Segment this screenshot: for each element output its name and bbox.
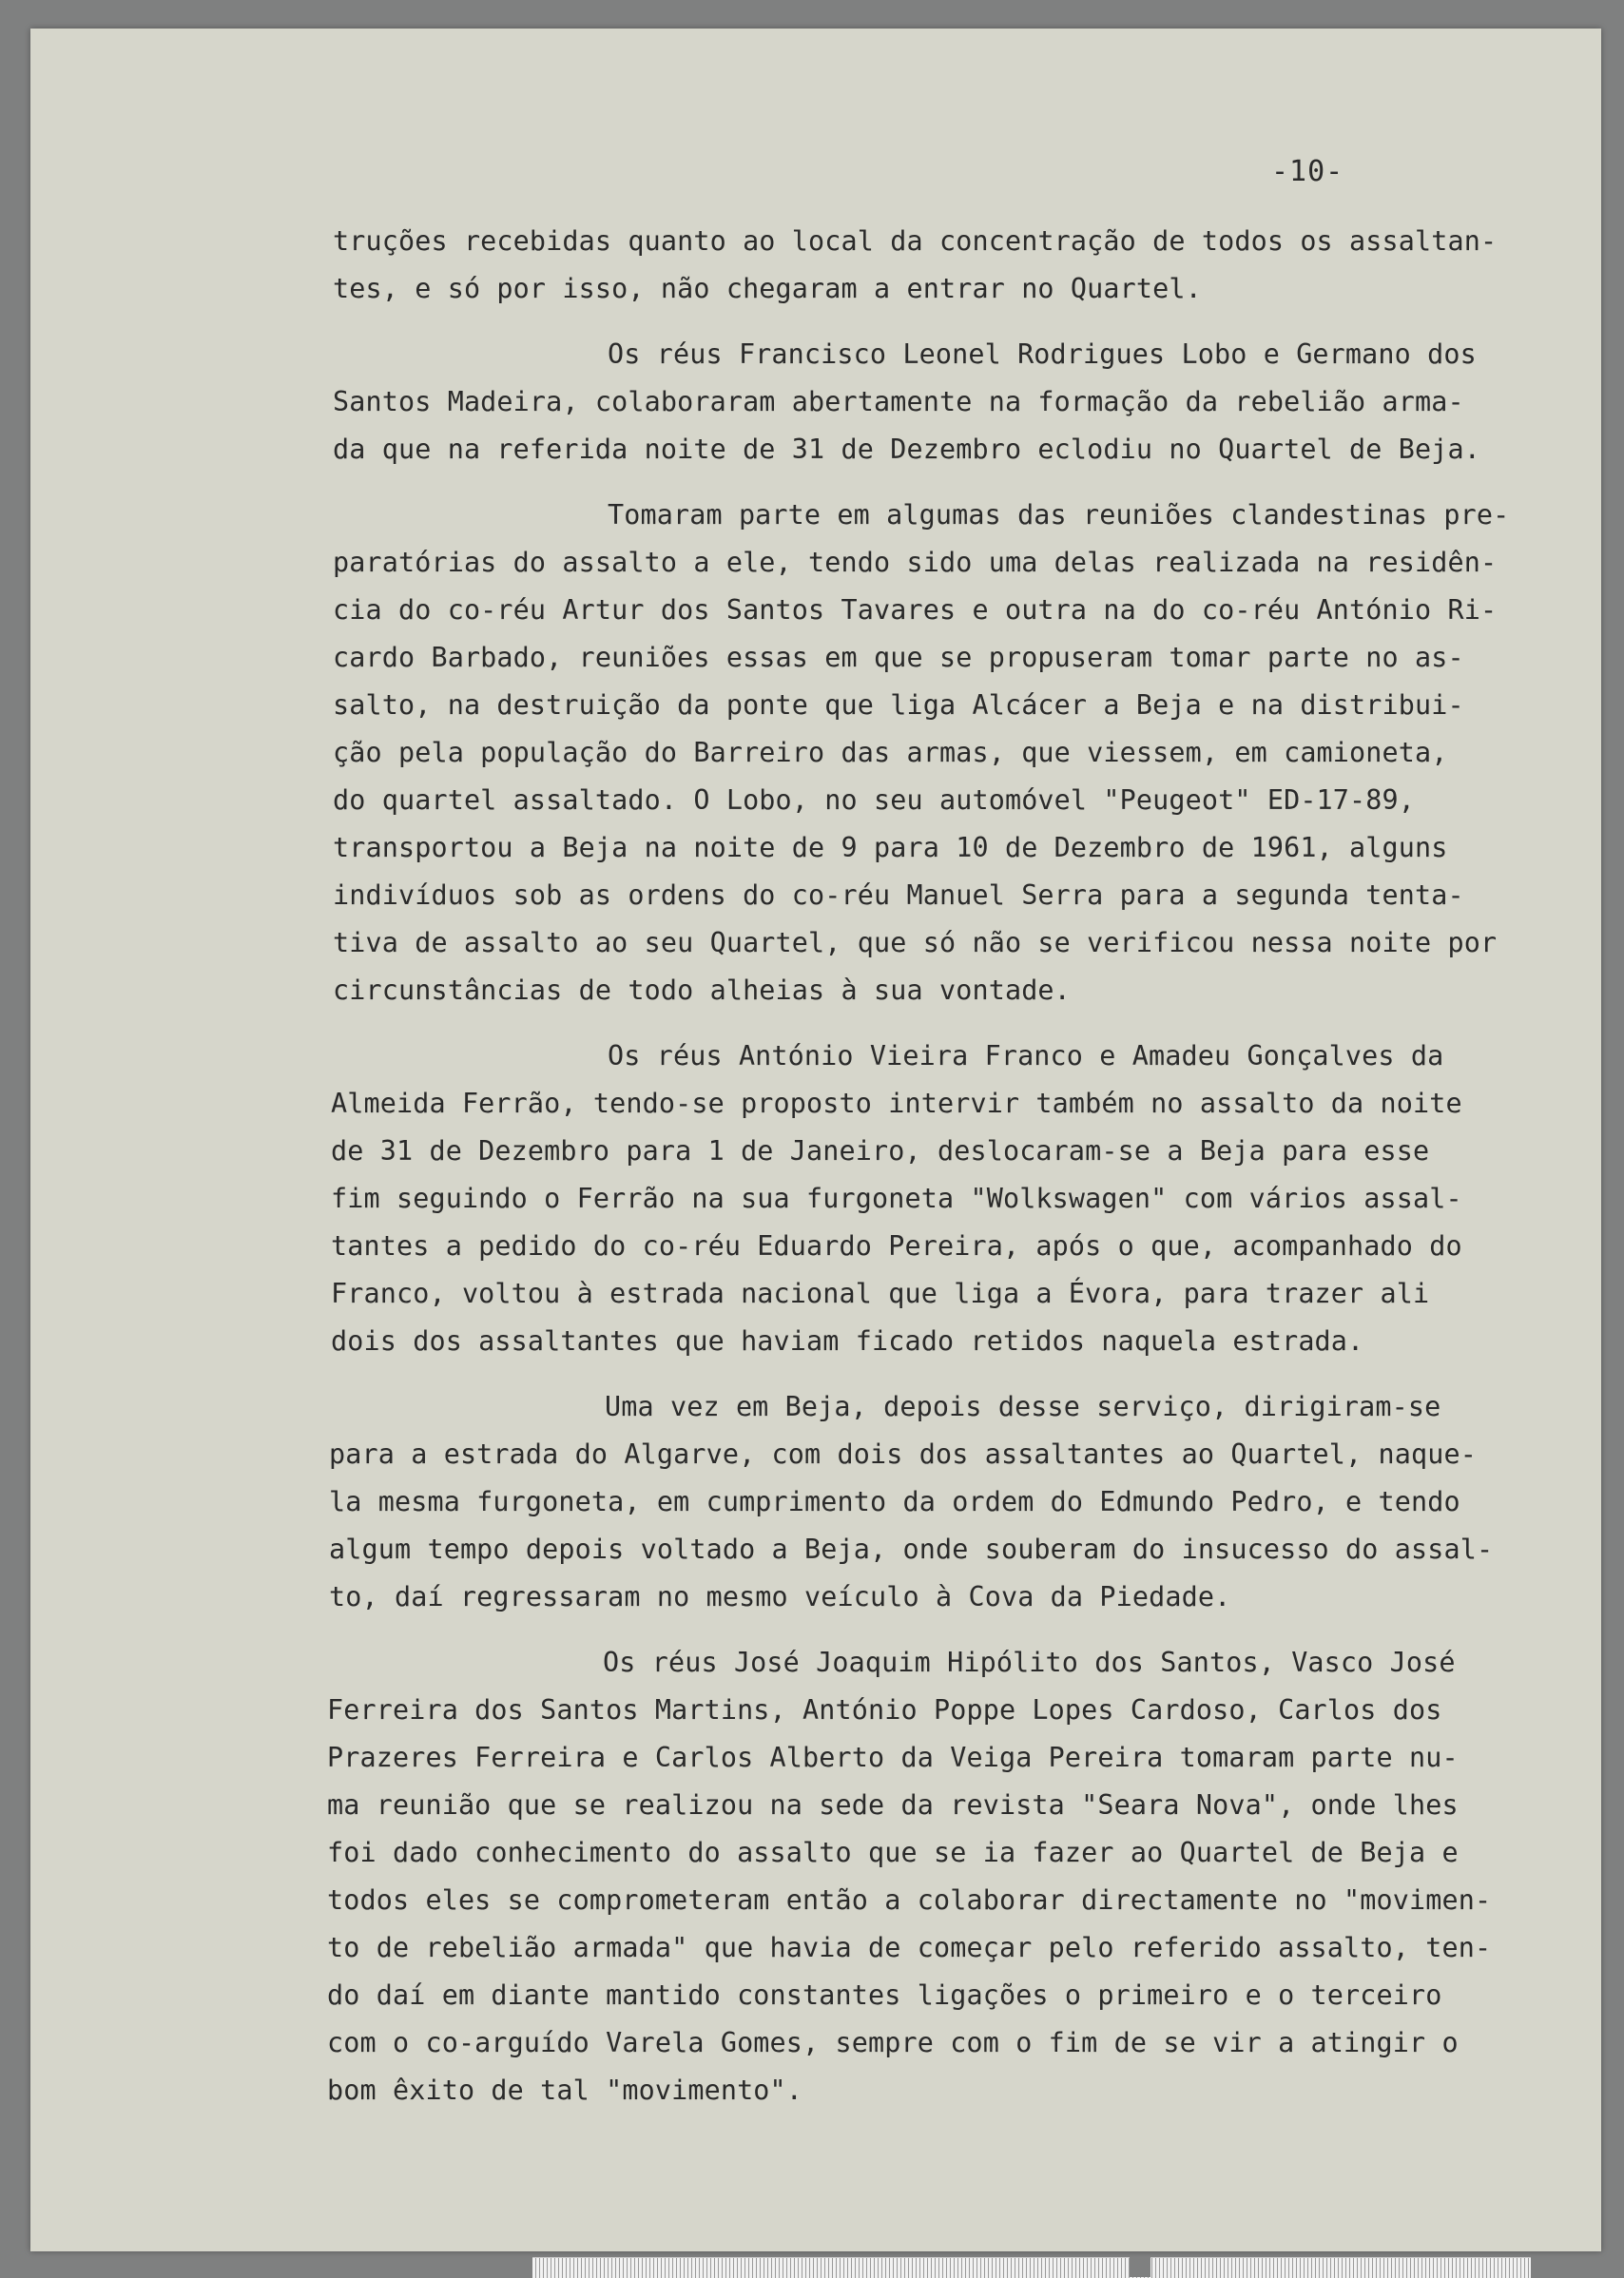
text-line: tantes a pedido do co-réu Eduardo Pereira, após o que, acompanhado do xyxy=(331,1230,1462,1262)
text-line: ção pela população do Barreiro das armas, que viessem, em camioneta, xyxy=(333,737,1448,768)
text-line: fim seguindo o Ferrão na sua furgoneta "Wolkswagen" com vários assal- xyxy=(331,1183,1462,1214)
text-line: circunstâncias de todo alheias à sua vontade. xyxy=(333,975,1071,1006)
text-line: para a estrada do Algarve, com dois dos assaltantes ao Quartel, naque- xyxy=(329,1438,1477,1470)
text-line: de 31 de Dezembro para 1 de Janeiro, deslocaram-se a Beja para esse xyxy=(331,1135,1430,1167)
text-line: Ferreira dos Santos Martins, António Poppe Lopes Cardoso, Carlos dos xyxy=(327,1694,1442,1726)
text-line: Almeida Ferrão, tendo-se proposto intervir também no assalto da noite xyxy=(331,1088,1462,1119)
text-line: salto, na destruição da ponte que liga Alcácer a Beja e na distribui- xyxy=(333,689,1464,721)
text-line: Prazeres Ferreira e Carlos Alberto da Veiga Pereira tomaram parte nu- xyxy=(327,1742,1459,1773)
text-line: indivíduos sob as ordens do co-réu Manuel Serra para a segunda tenta- xyxy=(333,879,1464,911)
text-line: Tomaram parte em algumas das reuniões clandestinas pre- xyxy=(608,499,1510,531)
text-line: foi dado conhecimento do assalto que se ia fazer ao Quartel de Beja e xyxy=(327,1837,1459,1868)
scale-ruler xyxy=(532,2257,1531,2278)
text-line: la mesma furgoneta, em cumprimento da ordem do Edmundo Pedro, e tendo xyxy=(329,1486,1460,1517)
text-line: com o co-arguído Varela Gomes, sempre com o fim de se vir a atingir o xyxy=(327,2027,1459,2058)
text-line: todos eles se comprometeram então a colaborar directamente no "movimen- xyxy=(327,1884,1492,1916)
document-body xyxy=(30,29,1601,2251)
scale-ruler-gap xyxy=(1130,2257,1150,2277)
text-line: do daí em diante mantido constantes ligações o primeiro e o terceiro xyxy=(327,1979,1442,2011)
text-line: Uma vez em Beja, depois desse serviço, dirigiram-se xyxy=(605,1391,1441,1422)
text-line: bom êxito de tal "movimento". xyxy=(327,2075,803,2106)
text-line: to de rebelião armada" que havia de começar pelo referido assalto, ten- xyxy=(327,1932,1492,1963)
text-line: truções recebidas quanto ao local da concentração de todos os assaltan- xyxy=(333,225,1498,257)
text-line: cardo Barbado, reuniões essas em que se propuseram tomar parte no as- xyxy=(333,642,1464,673)
text-line: cia do co-réu Artur dos Santos Tavares e outra na do co-réu António Ri- xyxy=(333,594,1498,626)
page-number: -10- xyxy=(1271,155,1344,188)
document-page xyxy=(30,29,1601,2251)
text-line: Os réus José Joaquim Hipólito dos Santos, Vasco José xyxy=(603,1647,1456,1678)
text-line: Os réus António Vieira Franco e Amadeu Gonçalves da xyxy=(608,1040,1444,1071)
text-line: paratórias do assalto a ele, tendo sido uma delas realizada na residên- xyxy=(333,547,1498,578)
text-line: algum tempo depois voltado a Beja, onde souberam do insucesso do assal- xyxy=(329,1534,1494,1565)
text-line: do quartel assaltado. O Lobo, no seu automóvel "Peugeot" ED-17-89, xyxy=(333,784,1416,816)
text-line: to, daí regressaram no mesmo veículo à Cova da Piedade. xyxy=(329,1581,1231,1612)
text-line: tiva de assalto ao seu Quartel, que só não se verificou nessa noite por xyxy=(333,927,1498,958)
text-line: Franco, voltou à estrada nacional que liga a Évora, para trazer ali xyxy=(331,1278,1430,1309)
text-line: ma reunião que se realizou na sede da revista "Seara Nova", onde lhes xyxy=(327,1789,1459,1821)
text-line: Os réus Francisco Leonel Rodrigues Lobo e Germano dos xyxy=(608,338,1477,370)
text-line: transportou a Beja na noite de 9 para 10 de Dezembro de 1961, alguns xyxy=(333,832,1448,863)
text-line: dois dos assaltantes que haviam ficado retidos naquela estrada. xyxy=(331,1325,1364,1357)
text-line: tes, e só por isso, não chegaram a entrar no Quartel. xyxy=(333,273,1202,304)
text-line: Santos Madeira, colaboraram abertamente na formação da rebelião arma- xyxy=(333,386,1464,417)
text-line: da que na referida noite de 31 de Dezembro eclodiu no Quartel de Beja. xyxy=(333,434,1480,465)
